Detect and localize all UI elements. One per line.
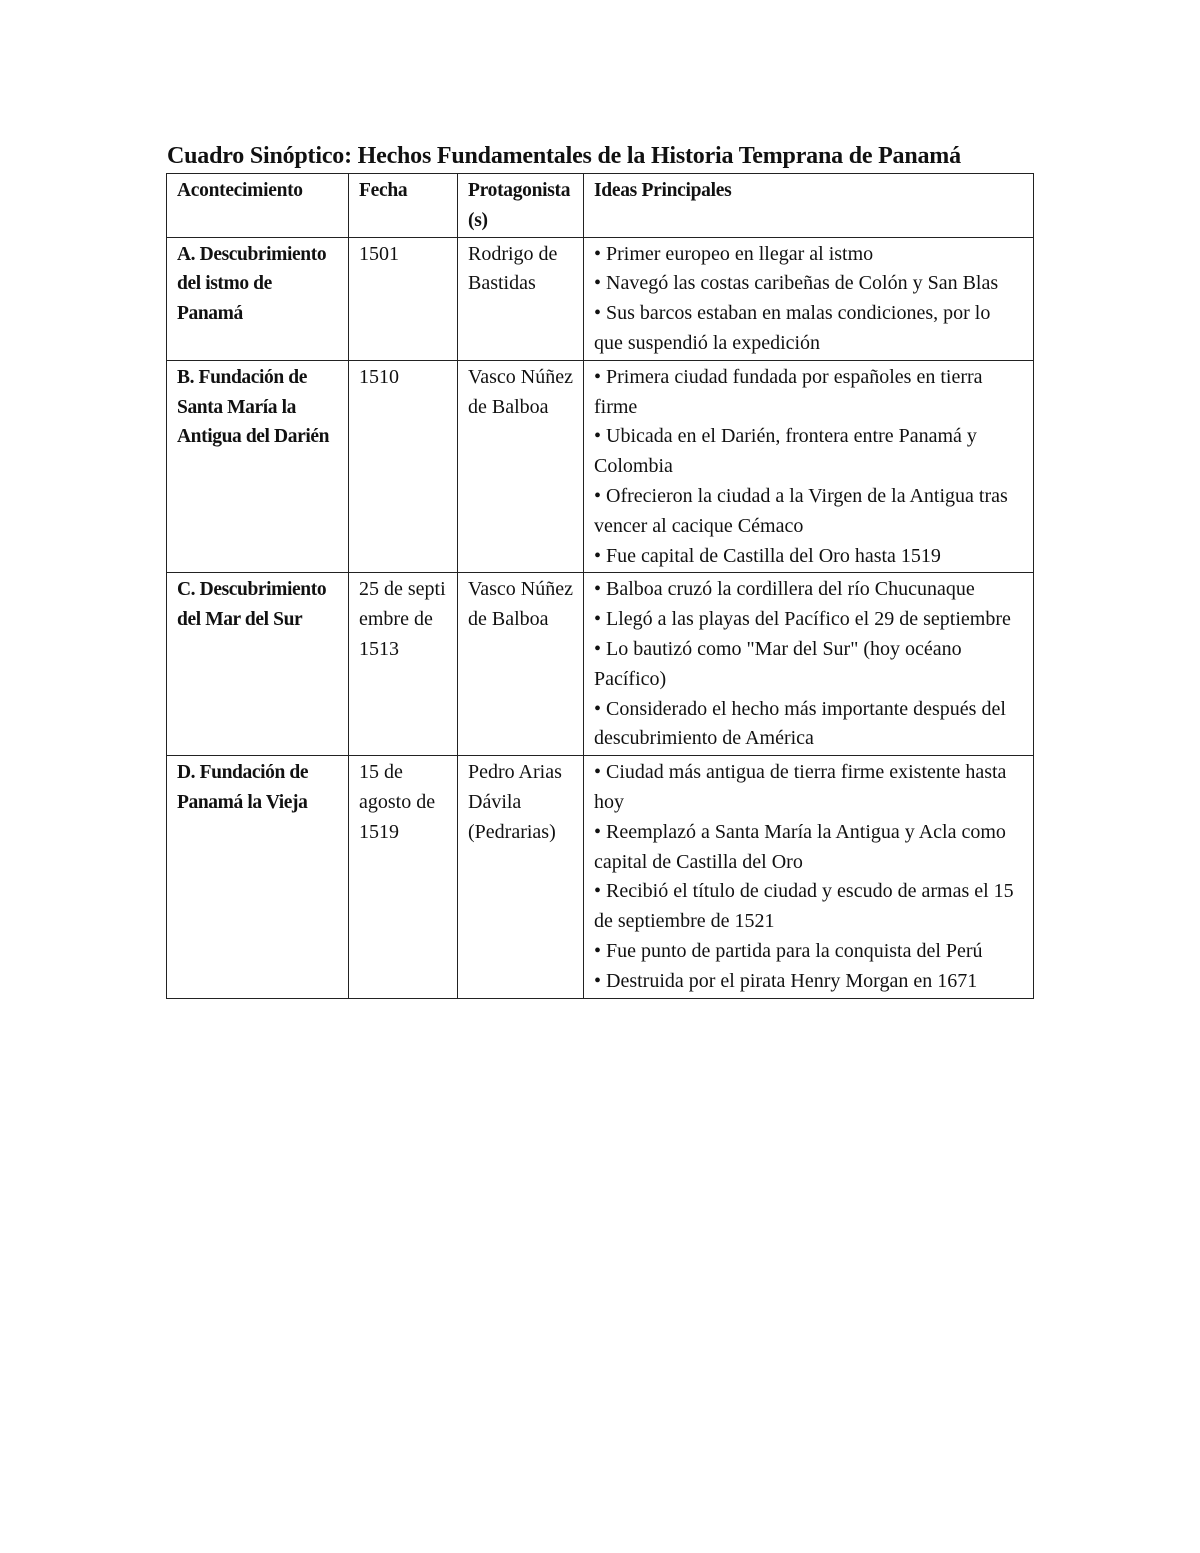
ideas-cell bbox=[584, 756, 1034, 998]
date-cell: 15 de agosto de 1519 bbox=[349, 756, 458, 998]
event-cell: B. Fundación de Santa María la Antigua del Darién bbox=[167, 360, 349, 573]
synoptic-table bbox=[166, 173, 1034, 999]
date-cell: 25 de septiembre de 1513 bbox=[349, 573, 458, 756]
idea-item: • Fue punto de partida para la conquista del Perú bbox=[594, 939, 983, 962]
document-title: Cuadro Sinóptico: Hechos Fundamentales de la Historia Temprana de Panamá bbox=[167, 143, 961, 169]
idea-item: • Balboa cruzó la cordillera del río Chucunaque bbox=[594, 578, 975, 601]
header-event: Acontecimiento bbox=[167, 174, 349, 238]
table-header-row bbox=[167, 174, 1034, 238]
idea-item: • Fue capital de Castilla del Oro hasta 1519 bbox=[594, 544, 941, 567]
table-row bbox=[167, 237, 1034, 360]
table-row bbox=[167, 360, 1034, 573]
header-date: Fecha bbox=[349, 174, 458, 238]
table-row bbox=[167, 756, 1034, 998]
idea-item: • Lo bautizó como "Mar del Sur" (hoy océano Pacífico) bbox=[594, 637, 962, 690]
idea-item: • Reemplazó a Santa María la Antigua y Acla como capital de Castilla del Oro bbox=[594, 820, 1006, 873]
event-cell: C. Descubrimiento del Mar del Sur bbox=[167, 573, 349, 756]
idea-item: • Considerado el hecho más importante después del descubrimiento de América bbox=[594, 697, 1006, 750]
ideas-cell bbox=[584, 360, 1034, 573]
date-cell: 1510 bbox=[349, 360, 458, 573]
idea-item: • Primer europeo en llegar al istmo bbox=[594, 242, 874, 265]
idea-item: • Llegó a las playas del Pacífico el 29 de septiembre bbox=[594, 608, 1011, 631]
protagonists-cell: Pedro Arias Dávila (Pedrarias) bbox=[458, 756, 584, 998]
idea-item: • Ubicada en el Darién, frontera entre Panamá y Colombia bbox=[594, 425, 977, 478]
header-ideas: Ideas Principales bbox=[584, 174, 1034, 238]
ideas-cell bbox=[584, 573, 1034, 756]
protagonists-cell: Vasco Núñez de Balboa bbox=[458, 360, 584, 573]
idea-item: • Ofrecieron la ciudad a la Virgen de la Antigua tras vencer al cacique Cémaco bbox=[594, 484, 1008, 537]
date-cell: 1501 bbox=[349, 237, 458, 360]
idea-item: • Sus barcos estaban en malas condiciones, por lo que suspendió la expedición bbox=[594, 302, 991, 354]
protagonists-cell: Rodrigo de Bastidas bbox=[458, 237, 584, 360]
idea-item: • Ciudad más antigua de tierra firme existente hasta hoy bbox=[594, 761, 1007, 813]
protagonists-cell: Vasco Núñez de Balboa bbox=[458, 573, 584, 756]
idea-item: • Primera ciudad fundada por españoles en tierra firme bbox=[594, 365, 983, 418]
idea-item: • Recibió el título de ciudad y escudo de armas el 15 de septiembre de 1521 bbox=[594, 880, 1014, 933]
event-cell: A. Descubrimiento del istmo de Panamá bbox=[167, 237, 349, 360]
ideas-cell bbox=[584, 237, 1034, 360]
idea-item: • Destruida por el pirata Henry Morgan en 1671 bbox=[594, 969, 978, 992]
table-row bbox=[167, 573, 1034, 756]
header-protagonists-label: Protagonista(s) bbox=[468, 180, 571, 231]
header-protagonists bbox=[458, 174, 584, 238]
idea-item: • Navegó las costas caribeñas de Colón y San Blas bbox=[594, 272, 999, 295]
event-cell: D. Fundación de Panamá la Vieja bbox=[167, 756, 349, 998]
